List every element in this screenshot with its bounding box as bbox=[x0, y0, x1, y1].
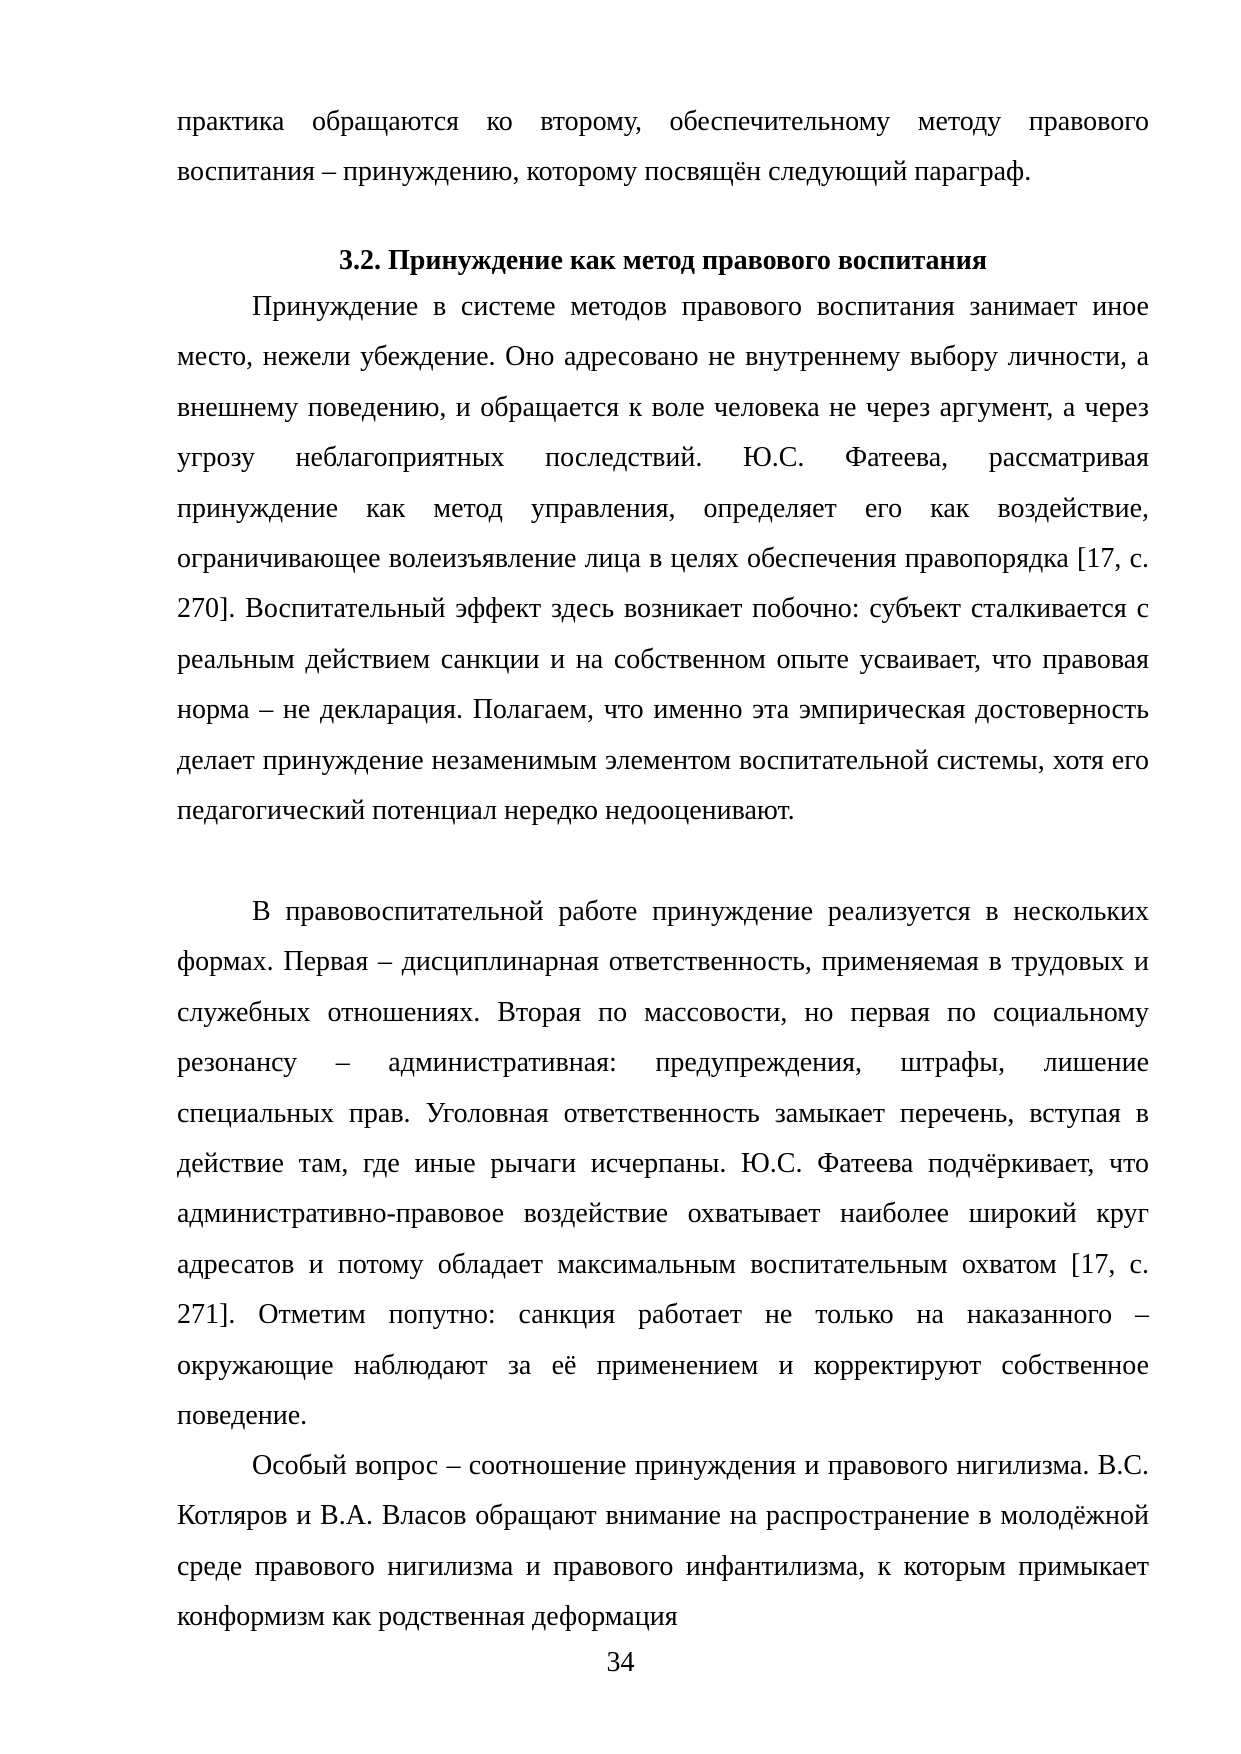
paragraph-coercion-place: Принуждение в системе методов правового воспитания занимает иное место, нежели убеждение. Оно адресовано не внутреннему выбору личности, а внешнему поведению, и обращается к воле человека не через аргумент, а через угрозу неблагоприятных последствий. Ю.С. Фатеева, рассматривая принуждение как метод управления, определяет его как воздействие, ограничивающее волеизъявление лица в целях обеспечения правопорядка [17, с. 270]. Воспитательный эффект здесь возникает побочно: субъект сталкивается с реальным действием санкции и на собственном опыте усваивает, что правовая норма – не декларация. Полагаем, что именно эта эмпирическая достоверность делает принуждение незаменимым элементом воспитательной системы, хотя его педагогический потенциал нередко недооценивают. bbox=[177, 291, 1149, 827]
section-heading: 3.2. Принуждение как метод правового воспитания bbox=[339, 245, 987, 276]
paragraph-continuation: практика обращаются ко второму, обеспечительному методу правового воспитания – принуждению, которому посвящён следующий параграф. bbox=[177, 106, 1149, 188]
paragraph-legal-nihilism: Особый вопрос – соотношение принуждения и правового нигилизма. В.С. Котляров и В.А. Власов обращают внимание на распространение в молодёжной среде правового нигилизма и правового инфантилизма, к которым примыкает конформизм как родственная деформация bbox=[177, 1450, 1149, 1633]
paragraph-coercion-forms: В правовоспитательной работе принуждение реализуется в нескольких формах. Первая – дисциплинарная ответственность, применяемая в трудовых и служебных отношениях. Вторая по массовости, но первая по социальному резонансу – административная: предупреждения, штрафы, лишение специальных прав. Уголовная ответственность замыкает перечень, вступая в действие там, где иные рычаги исчерпаны. Ю.С. Фатеева подчёркивает, что административно-правовое воздействие охватывает наиболее широкий круг адресатов и потому обладает максимальным воспитательным охватом [17, с. 271]. Отметим попутно: санкция работает не только на наказанного – окружающие наблюдают за её применением и корректируют собственное поведение. bbox=[177, 896, 1149, 1432]
page-number: 34 bbox=[606, 1647, 635, 1678]
